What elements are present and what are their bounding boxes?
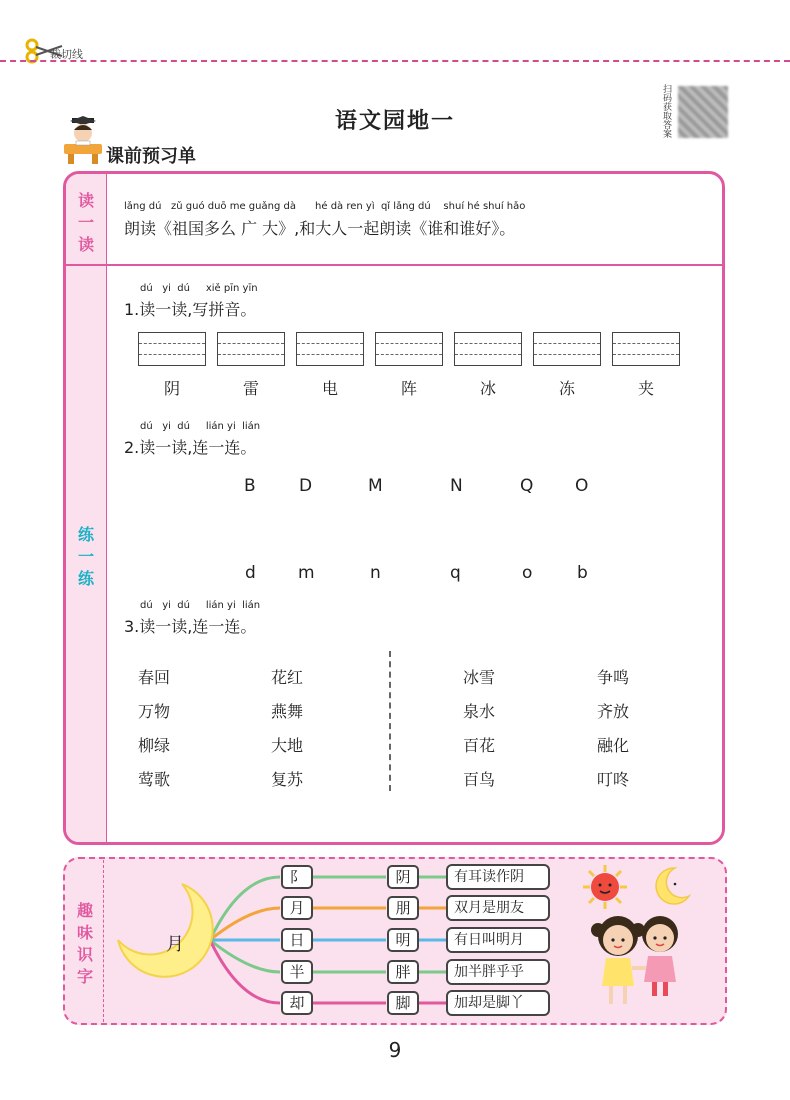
center-character: 月 [166,934,184,955]
q1-char: 电 [321,379,338,398]
cut-line [0,60,790,62]
phrase-box: 加半胖乎乎 [446,959,550,985]
q1-char: 冰 [479,379,496,398]
uppercase-letter[interactable]: M [368,476,383,496]
match-word[interactable]: 融化 [597,736,630,755]
result-char-box: 胖 [387,960,419,984]
phrase-box: 有耳读作阴 [446,864,550,890]
q2-instruction: 2.读一读,连一连。 [124,438,257,457]
result-char-box: 阴 [387,865,419,889]
pinyin-writing-box[interactable] [138,332,206,366]
q2-pinyin: dú yi dú lián yi lián [140,421,261,432]
match-word[interactable]: 百花 [463,736,496,755]
radical-box: 日 [281,928,313,952]
sidebar [66,174,107,842]
match-word[interactable]: 叮咚 [597,770,630,789]
match-word[interactable]: 复苏 [271,770,304,789]
qr-label: 扫码获取答案 [663,85,673,140]
practice-side-label: 练 一 练 [77,525,94,588]
uppercase-letter[interactable]: O [575,476,589,496]
uppercase-letter[interactable]: N [450,476,463,496]
page-title: 语文园地一 [334,109,455,134]
result-char-box: 明 [387,928,419,952]
uppercase-letter[interactable]: B [244,476,256,496]
match-word[interactable]: 百鸟 [463,770,496,789]
qr-code-icon[interactable] [678,86,728,138]
uppercase-letter[interactable]: D [299,476,313,496]
children-illustration [584,906,694,1020]
lowercase-letter[interactable]: b [577,563,588,583]
match-word[interactable]: 冰雪 [463,668,496,687]
match-word[interactable]: 泉水 [463,702,496,721]
q3-instruction: 3.读一读,连一连。 [124,617,257,636]
radical-box: 却 [281,991,313,1015]
read-pinyin: lǎng dú zǔ guó duō me guǎng dà hé dà ren yì qǐ lǎng dú shuí hé shuí hǎo [124,201,526,212]
match-word[interactable]: 莺歌 [138,770,171,789]
phrase-box: 加却是脚丫 [446,990,550,1016]
lowercase-letter[interactable]: d [245,563,256,583]
q1-pinyin: dú yi dú xiě pīn yīn [140,283,258,294]
match-word[interactable]: 燕舞 [271,702,304,721]
section-divider [66,264,722,266]
lowercase-letter[interactable]: o [522,563,533,583]
lowercase-letter[interactable]: n [370,563,381,583]
match-word[interactable]: 春回 [138,668,171,687]
pinyin-writing-box[interactable] [375,332,443,366]
uppercase-letter[interactable]: Q [520,476,534,496]
crescent-moon-icon [655,866,691,910]
lowercase-letter[interactable]: q [450,563,461,583]
match-word[interactable]: 大地 [271,736,304,755]
match-word[interactable]: 齐放 [597,702,630,721]
pinyin-writing-box[interactable] [533,332,601,366]
fun-side-label: 趣 味 识 字 [76,901,93,986]
result-char-box: 朋 [387,896,419,920]
match-word[interactable]: 柳绿 [138,736,171,755]
pinyin-writing-box[interactable] [454,332,522,366]
q3-pinyin: dú yi dú lián yi lián [140,600,261,611]
radical-box: 月 [281,896,313,920]
column-divider [389,651,391,791]
radical-box: 阝 [281,865,313,889]
phrase-box: 双月是朋友 [446,895,550,921]
radical-box: 半 [281,960,313,984]
match-word[interactable]: 万物 [138,702,171,721]
section-heading: 课前预习单 [106,146,196,167]
result-char-box: 脚 [387,991,419,1015]
lowercase-letter[interactable]: m [298,563,315,583]
q1-char: 雷 [242,379,259,398]
q1-char: 阴 [163,379,180,398]
q1-instruction: 1.读一读,写拼音。 [124,300,257,319]
match-word[interactable]: 争鸣 [597,668,630,687]
read-instruction: 朗读《祖国多么 广 大》,和大人一起朗读《谁和谁好》。 [124,219,516,238]
cut-line-label: 裁切线 [50,48,83,61]
pinyin-writing-box[interactable] [296,332,364,366]
page-number: 9 [388,1038,402,1062]
pinyin-writing-box[interactable] [612,332,680,366]
q1-char: 夹 [637,379,654,398]
phrase-box: 有日叫明月 [446,927,550,953]
q1-char: 冻 [558,379,575,398]
match-word[interactable]: 花红 [271,668,304,687]
student-desk-icon [62,116,104,170]
pinyin-writing-box[interactable] [217,332,285,366]
read-side-label: 读 一 读 [77,191,94,254]
fun-divider [103,860,104,1022]
q1-char: 阵 [400,379,417,398]
